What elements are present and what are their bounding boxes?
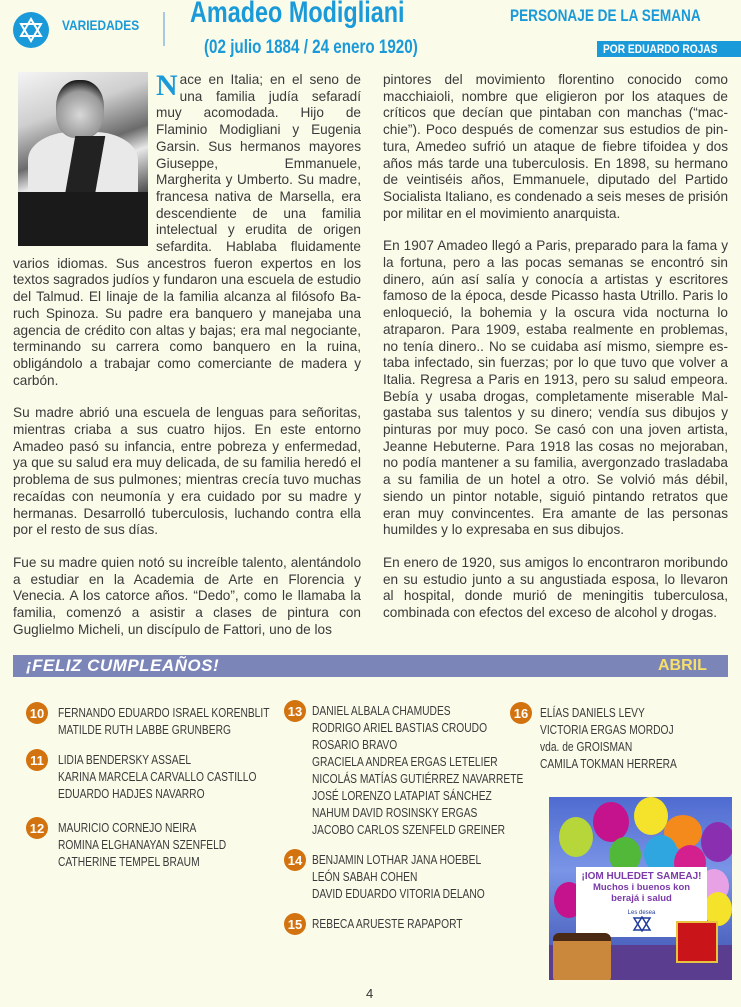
birthday-name: CATHERINE TEMPEL BRAUM	[58, 855, 200, 869]
birthday-name: RODRIGO ARIEL BASTIAS CROUDO	[312, 721, 488, 735]
page-number: 4	[366, 986, 374, 1001]
greeting-signoff: Les desea	[627, 910, 656, 916]
birthday-name: NAHUM DAVID ROSINSKY ERGAS	[312, 806, 478, 820]
day-badge: 16	[510, 702, 532, 724]
birthday-name: MAURICIO CORNEJO NEIRA	[58, 821, 197, 835]
birthday-name: ROSARIO BRAVO	[312, 738, 398, 752]
name-list	[58, 752, 256, 803]
birthday-title: ¡FELIZ CUMPLEAÑOS!	[26, 656, 220, 675]
portrait-head	[56, 80, 104, 138]
birthday-name: NICOLÁS MATÍAS GUTIÉRREZ NAVARRETE	[312, 772, 524, 786]
name-list	[312, 703, 523, 839]
birthday-name: ELÍAS DANIELS LEVY	[540, 706, 645, 720]
birthday-day-group	[26, 820, 263, 871]
birthday-day-group	[26, 752, 300, 803]
balloon	[559, 817, 593, 857]
birthday-name: MATILDE RUTH LABBE GRUNBERG	[58, 723, 231, 737]
birthday-month: ABRIL	[658, 657, 707, 674]
birthday-name: GRACIELA ANDREA ERGAS LETELIER	[312, 755, 498, 769]
author-name: POR EDUARDO ROJAS	[603, 42, 718, 56]
column-name: PERSONAJE DE LA SEMANA	[510, 6, 701, 25]
gift-illustration	[676, 921, 718, 963]
greeting-line: ¡IOM HULEDET SAMEAJ!	[581, 871, 702, 882]
birthday-greeting-card	[549, 797, 732, 980]
day-badge: 15	[284, 913, 306, 935]
birthday-day-group	[284, 916, 496, 935]
birthday-name: CAMILA TOKMAN HERRERA	[540, 757, 677, 771]
birthday-day-group	[510, 705, 707, 773]
balloon	[701, 822, 732, 862]
birthday-name: LEÓN SABAH COHEN	[312, 870, 418, 884]
portrait-image	[18, 72, 148, 246]
birthday-name: FERNANDO EDUARDO ISRAEL KORENBLIT	[58, 706, 270, 720]
day-badge: 10	[26, 702, 48, 724]
birthday-name: KARINA MARCELA CARVALLO CASTILLO	[58, 770, 257, 784]
birthday-day-group	[284, 852, 523, 903]
section-label: VARIEDADES	[62, 17, 140, 33]
birthday-name: LIDIA BENDERSKY ASSAEL	[58, 753, 192, 767]
name-list	[312, 852, 485, 903]
birthday-name: DAVID EDUARDO VITORIA DELANO	[312, 887, 485, 901]
birthday-name: VICTORIA ERGAS MORDOJ	[540, 723, 674, 737]
name-list	[58, 705, 269, 739]
birthday-name: vda. de GROISMAN	[540, 740, 633, 754]
drop-cap: N	[156, 69, 178, 102]
cis-star-logo-icon	[629, 916, 655, 932]
birthday-name: JACOBO CARLOS SZENFELD GREINER	[312, 823, 506, 837]
page-title: Amadeo Modigliani	[190, 0, 405, 29]
balloon	[593, 802, 629, 842]
birthday-name: ROMINA ELGHANAYAN SZENFELD	[58, 838, 227, 852]
birthday-name: JOSÉ LORENZO LATAPIAT SÁNCHEZ	[312, 789, 492, 803]
balloon	[634, 797, 668, 835]
greeting-line: berajá i salud	[611, 893, 672, 904]
birthday-name: DANIEL ALBALA CHAMUDES	[312, 704, 451, 718]
day-badge: 14	[284, 849, 306, 871]
day-badge: 13	[284, 700, 306, 722]
article-paragraph: En 1907 Amadeo llegó a Paris, preparado para la fama y la fortuna, pero a las pocas semanas se encontró sin dinero, aún así salía y conocía a artistas y escritores famoso de la época, desde Picasso hasta Utrillo. Paris lo enloqueció, la bohemia y la oscura vida nocturna lo atraparon. Para 1909, estaba realmente en problemas, no tenía dinero.. No se cuidaba así mismo, siempre estaba infectado, sin fuerzas; por lo que tuvo que volver a Italia. Regresa a Paris en 1913, pero su salud empeora. Bebía y usaba drogas, completamente miserable Malgastaba sus talentos y su dinero; vendía sus dibujos y pinturas por muy poco. Se casó con una joven artista, Jeanne Hebuterne. Para 1918 las cosas no mejoraban, no podía mantener a su familia, avergonzado trasladaba a su familia de un hotel a otro. Se volvió más débil, siendo un pintor notable, siguió pintando retratos que eran muy convincentes. Era amante de las personas humildes y lo expresaba en sus dibujos.	[383, 238, 728, 538]
star-of-david-icon	[13, 12, 49, 48]
greeting-line: Muchos i buenos kon	[592, 882, 691, 893]
article-paragraph: En enero de 1920, sus amigos lo encontraron moribundo en su estudio junto a su angustiada esposa, lo llevaron al hospital, donde murió de meningitis tuberculosa, combinada con efectos del exceso de alcohol y drogas.	[383, 554, 728, 621]
name-list	[58, 820, 226, 871]
life-dates: (02 julio 1884 / 24 enero 1920)	[204, 37, 418, 58]
header-divider	[163, 12, 165, 46]
article-column-right	[383, 72, 728, 638]
name-list	[312, 916, 463, 935]
article-paragraph: Fue su madre quien notó su increíble talento, alentándolo a estudiar en la Academia de Arte en Florencia y Venecia. A los catorce años. “Dedo”, como le llamaba la familia, comenzó a asistir a clases de pintura con Guglielmo Micheli, un discípulo de Fattori, uno de los	[13, 554, 361, 637]
author-badge	[597, 41, 741, 57]
day-badge: 11	[26, 749, 48, 771]
birthday-name: REBECA ARUESTE RAPAPORT	[312, 917, 463, 931]
article-paragraph: pintores del movimiento florentino conocido como macchiaioli, nombre que eligieron por los ataques de críticos que decían que pintaban con manchas (“macchie”). Poco después de comenzar sus estudios de pintura, Amedeo sufrió un ataque de fiebre tifoidea y dos años más tarde una tuberculosis. En 1898, su hermano de veintiséis años, Emmanuele, diputado del Partido Socialista Italiano, es condenado a seis meses de prisión por militar en el movimiento anarquista.	[383, 72, 728, 221]
article-paragraph: Su madre abrió una escuela de lenguas para señoritas, mientras criaba a sus cuatro hijos. En este entorno Amadeo pasó su infancia, entre pobreza y enfermedad, ya que su salud era muy delicada, de su familia heredó el problema de sus pulmones; mientras crecía tuvo muchas recaídas con neumonía y era cuidado por su madre y hermanas. Desarrolló tuberculosis, luchando contra ella por el resto de sus días.	[13, 405, 361, 538]
article-column-left	[13, 69, 361, 655]
birthday-day-group	[26, 705, 316, 739]
paragraph-text: ace en Italia; en el seno de una familia judía sefaradí muy acomodada. Hijo de Flaminio Modigliani y Eugenia Garsin. Sus hermanos mayores Giuseppe, Emmanuele, Margherita y Umberto. Su madre, francesa nativa de Marsella, era descendiente de una familia intelectual y erudita de origen sefardita. Hablaba fluidamente varios idiomas. Sus ancestros fueron expertos en los textos sagrados judíos y fundaron una escuela de estudio del Talmud. El linaje de la familia alcanza al filósofo Baruch Spinoza. Su padre era banquero y manejaba una agencia de crédito con altas y bajas; era mal negociante, terminando su carrera como banquero en la ruina, obligándolo a trabajar como comerciante de madera y carbón.	[13, 72, 361, 388]
day-badge: 12	[26, 817, 48, 839]
portrait-legs	[18, 192, 148, 246]
birthday-name: EDUARDO HADJES NAVARRO	[58, 787, 205, 801]
cake-illustration	[553, 933, 611, 980]
name-list	[540, 705, 677, 773]
birthday-name: BENJAMIN LOTHAR JANA HOEBEL	[312, 853, 482, 867]
